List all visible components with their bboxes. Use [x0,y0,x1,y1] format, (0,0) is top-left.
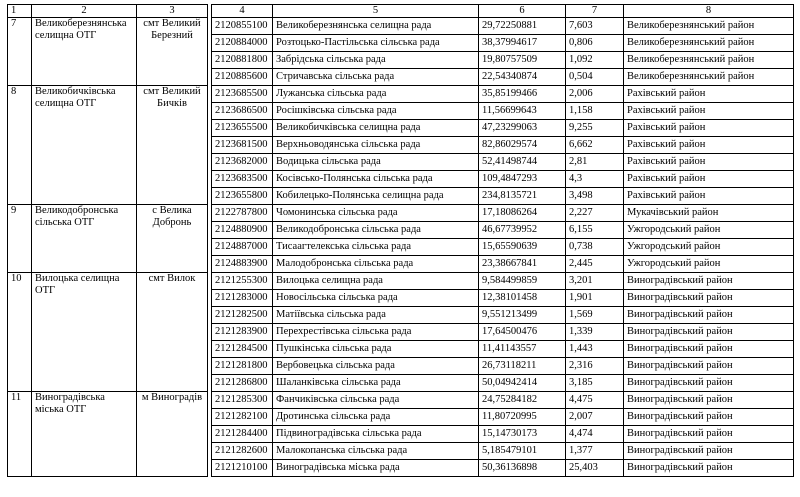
council-name: Кобилецько-Полянська селищна рада [273,188,479,205]
area-value: 12,38101458 [479,290,566,307]
area-value: 26,73118211 [479,358,566,375]
area-value: 23,38667841 [479,256,566,273]
table-row [212,154,794,171]
otg-name: Великоберезнянська селищна ОТГ [32,18,137,86]
koatuu-code: 2123655500 [212,120,273,137]
otg-name: Великобичківська селищна ОТГ [32,86,137,205]
table-row [212,35,794,52]
district-name: Виноградівський район [624,426,794,443]
district-name: Ужгородський район [624,222,794,239]
council-name: Великобичківська селищна рада [273,120,479,137]
district-name: Виноградівський район [624,392,794,409]
area-value: 11,41143557 [479,341,566,358]
table-row [212,86,794,103]
council-name: Виноградівська міська рада [273,460,479,477]
population-value: 1,339 [566,324,624,341]
table-row [212,69,794,86]
council-name: Шаланківська сільська рада [273,375,479,392]
population-value: 2,81 [566,154,624,171]
koatuu-code: 2121255300 [212,273,273,290]
koatuu-code: 2121283900 [212,324,273,341]
area-value: 109,4847293 [479,171,566,188]
population-value: 6,662 [566,137,624,154]
area-value: 52,41498744 [479,154,566,171]
table-row [212,443,794,460]
otg-center: смт Великий Березний [137,18,208,86]
koatuu-code: 2121281800 [212,358,273,375]
otg-row [8,86,208,205]
council-name: Водицька сільська рада [273,154,479,171]
table-row [212,426,794,443]
area-value: 82,86029574 [479,137,566,154]
population-value: 4,475 [566,392,624,409]
council-name: Підвиноградівська сільська рада [273,426,479,443]
population-value: 4,474 [566,426,624,443]
district-name: Рахівський район [624,86,794,103]
council-name: Тисаагтелекська сільська рада [273,239,479,256]
population-value: 3,498 [566,188,624,205]
col-header-2: 2 [32,5,137,18]
population-value: 1,901 [566,290,624,307]
table-row [212,171,794,188]
council-name: Новосільська сільська рада [273,290,479,307]
population-value: 0,738 [566,239,624,256]
table-row [212,120,794,137]
council-name: Стричавська сільська рада [273,69,479,86]
population-value: 2,007 [566,409,624,426]
population-value: 1,092 [566,52,624,69]
population-value: 2,006 [566,86,624,103]
table-row [212,341,794,358]
area-value: 46,67739952 [479,222,566,239]
col-header-3: 3 [137,5,208,18]
council-name: Фанчиківська сільська рада [273,392,479,409]
district-name: Виноградівський район [624,358,794,375]
council-name: Косівсько-Полянська сільська рада [273,171,479,188]
council-name: Росішківська сільська рада [273,103,479,120]
district-name: Виноградівський район [624,273,794,290]
district-name: Великоберезнянський район [624,69,794,86]
col-header-6: 6 [479,5,566,18]
area-value: 50,36136898 [479,460,566,477]
koatuu-code: 2122787800 [212,205,273,222]
koatuu-code: 2120885600 [212,69,273,86]
document-tables [7,4,794,477]
council-name: Пушкінська сільська рада [273,341,479,358]
district-name: Великоберезнянський район [624,52,794,69]
header-row [8,5,208,18]
district-name: Рахівський район [624,188,794,205]
area-value: 50,04942414 [479,375,566,392]
council-name: Лужанська сільська рада [273,86,479,103]
council-name: Дротинська сільська рада [273,409,479,426]
council-name: Забрідська сільська рада [273,52,479,69]
district-name: Рахівський район [624,154,794,171]
table-row [212,358,794,375]
koatuu-code: 2123681500 [212,137,273,154]
population-value: 25,403 [566,460,624,477]
council-name: Вилоцька селищна рада [273,273,479,290]
otg-number: 7 [8,18,32,86]
koatuu-code: 2123682000 [212,154,273,171]
table-row [212,205,794,222]
koatuu-code: 2124883900 [212,256,273,273]
koatuu-code: 2121282600 [212,443,273,460]
area-value: 19,80757509 [479,52,566,69]
district-name: Мукачівський район [624,205,794,222]
otg-center: смт Великий Бичків [137,86,208,205]
district-name: Ужгородський район [624,239,794,256]
district-name: Великоберезнянський район [624,18,794,35]
area-value: 22,54340874 [479,69,566,86]
table-row [212,137,794,154]
council-table [211,4,794,477]
koatuu-code: 2121282100 [212,409,273,426]
district-name: Ужгородський район [624,256,794,273]
population-value: 2,445 [566,256,624,273]
table-row [212,52,794,69]
council-name: Малокопанська сільська рада [273,443,479,460]
population-value: 1,158 [566,103,624,120]
area-value: 5,185479101 [479,443,566,460]
district-name: Виноградівський район [624,375,794,392]
area-value: 35,85199466 [479,86,566,103]
population-value: 0,806 [566,35,624,52]
population-value: 2,227 [566,205,624,222]
koatuu-code: 2121285300 [212,392,273,409]
otg-name: Великодобронська сільська ОТГ [32,205,137,273]
otg-name: Виноградівська міська ОТГ [32,392,137,477]
population-value: 6,155 [566,222,624,239]
koatuu-code: 2121284400 [212,426,273,443]
otg-number: 11 [8,392,32,477]
otg-center: м Виноградів [137,392,208,477]
district-name: Виноградівський район [624,341,794,358]
area-value: 15,65590639 [479,239,566,256]
koatuu-code: 2123683500 [212,171,273,188]
district-name: Виноградівський район [624,443,794,460]
council-name: Розтоцько-Пастільська сільська рада [273,35,479,52]
council-name: Великодобронська сільська рада [273,222,479,239]
district-name: Великоберезнянський район [624,35,794,52]
koatuu-code: 2123685500 [212,86,273,103]
otg-number: 9 [8,205,32,273]
koatuu-code: 2120884000 [212,35,273,52]
table-row [212,256,794,273]
koatuu-code: 2121283000 [212,290,273,307]
district-name: Виноградівський район [624,409,794,426]
population-value: 7,603 [566,18,624,35]
otg-row [8,205,208,273]
area-value: 11,56699643 [479,103,566,120]
district-name: Рахівський район [624,103,794,120]
population-value: 9,255 [566,120,624,137]
table-row [212,409,794,426]
area-value: 17,64500476 [479,324,566,341]
table-row [212,460,794,477]
table-row [212,392,794,409]
district-name: Виноградівський район [624,324,794,341]
col-header-8: 8 [624,5,794,18]
table-row [212,103,794,120]
table-row [212,239,794,256]
area-value: 11,80720995 [479,409,566,426]
district-name: Виноградівський район [624,460,794,477]
council-name: Малодобронська сільська рада [273,256,479,273]
table-row [212,324,794,341]
area-value: 47,23299063 [479,120,566,137]
population-value: 1,377 [566,443,624,460]
otg-row [8,273,208,392]
district-name: Виноградівський район [624,307,794,324]
population-value: 3,201 [566,273,624,290]
area-value: 234,8135721 [479,188,566,205]
koatuu-code: 2124887000 [212,239,273,256]
table-row [212,188,794,205]
population-value: 3,185 [566,375,624,392]
col-header-5: 5 [273,5,479,18]
otg-number: 10 [8,273,32,392]
district-name: Рахівський район [624,137,794,154]
population-value: 2,316 [566,358,624,375]
header-row [212,5,794,18]
population-value: 0,504 [566,69,624,86]
table-row [212,375,794,392]
area-value: 38,37994617 [479,35,566,52]
council-name: Верхньоводянська сільська рада [273,137,479,154]
population-value: 1,443 [566,341,624,358]
col-header-7: 7 [566,5,624,18]
koatuu-code: 2120881800 [212,52,273,69]
table-row [212,222,794,239]
otg-row [8,392,208,477]
otg-center: смт Вилок [137,273,208,392]
area-value: 9,584499859 [479,273,566,290]
population-value: 1,569 [566,307,624,324]
table-row [212,290,794,307]
otg-table [7,4,208,477]
col-header-4: 4 [212,5,273,18]
area-value: 29,72250881 [479,18,566,35]
koatuu-code: 2124880900 [212,222,273,239]
area-value: 24,75284182 [479,392,566,409]
koatuu-code: 2123655800 [212,188,273,205]
council-name: Вербовецька сільська рада [273,358,479,375]
koatuu-code: 2121284500 [212,341,273,358]
col-header-1: 1 [8,5,32,18]
area-value: 9,551213499 [479,307,566,324]
council-name: Матіївська сільська рада [273,307,479,324]
otg-number: 8 [8,86,32,205]
koatuu-code: 2123686500 [212,103,273,120]
area-value: 17,18086264 [479,205,566,222]
koatuu-code: 2121282500 [212,307,273,324]
koatuu-code: 2120855100 [212,18,273,35]
table-row [212,273,794,290]
otg-center: с Велика Добронь [137,205,208,273]
district-name: Виноградівський район [624,290,794,307]
table-row [212,18,794,35]
population-value: 4,3 [566,171,624,188]
council-name: Великоберезнянська селищна рада [273,18,479,35]
table-row [212,307,794,324]
district-name: Рахівський район [624,120,794,137]
area-value: 15,14730173 [479,426,566,443]
otg-name: Вилоцька селищна ОТГ [32,273,137,392]
otg-row [8,18,208,86]
koatuu-code: 2121210100 [212,460,273,477]
council-name: Перехрестівська сільська рада [273,324,479,341]
council-name: Чомонинська сільська рада [273,205,479,222]
koatuu-code: 2121286800 [212,375,273,392]
district-name: Рахівський район [624,171,794,188]
